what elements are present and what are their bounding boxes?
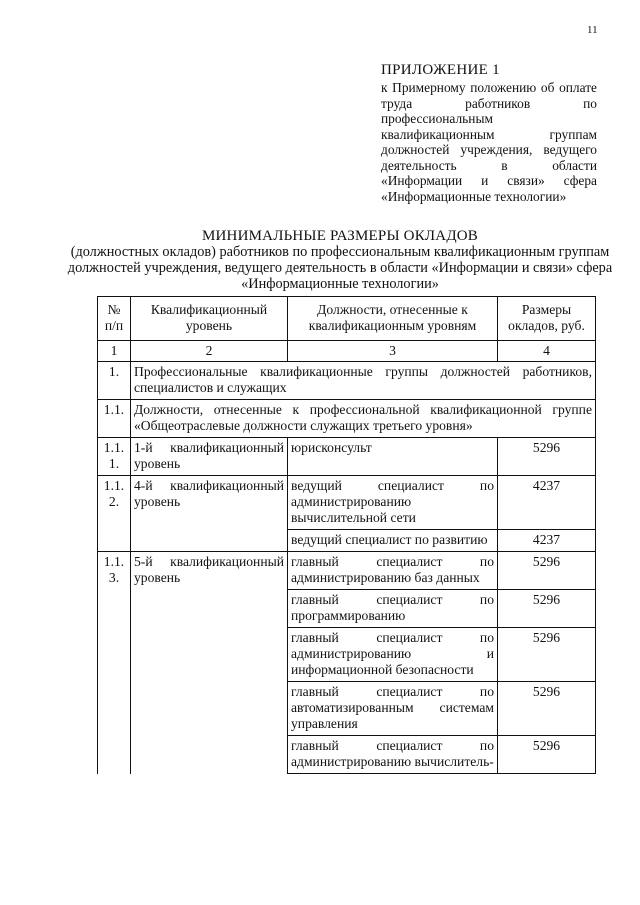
position-name: главный специалист по администрированию и информационной безопасности [288,628,498,682]
table-row [98,552,596,590]
header-cell-salary: Размеры окладов, руб. [498,297,596,341]
document-title-main: МИНИМАЛЬНЫЕ РАЗМЕРЫ ОКЛАДОВ [201,228,478,244]
salary-value: 5296 [498,682,596,736]
appendix-text: к Примерному положению об оплате труда работников по профессиональным квалификационным группам должностей учреждения, ведущего деятельность в области «Информации и связи» сфера «Информационные технологии» [381,80,597,204]
level-name: 5-й квалификационный уровень [131,552,288,774]
salary-value: 5296 [498,590,596,628]
position-name: главный специалист по администрированию вычислитель- [288,736,498,774]
column-number-cell: 2 [131,341,288,362]
column-number-row [98,341,596,362]
level-number: 1.1.2. [98,476,131,552]
column-number-cell: 3 [288,341,498,362]
position-name: ведущий специалист по администрированию вычислительной сети [288,476,498,530]
salary-table [97,296,596,774]
document-title-subtitle: (должностных окладов) работников по профессиональным квалификационным группам должностей учреждения, ведущего деятельность в области «Информации и связи» сфера «Информационные технологии» [67,244,613,292]
subgroup-number: 1.1. [98,400,131,438]
subgroup-title: Должности, отнесенные к профессиональной квалификационной группе «Общеотраслевые должности служащих третьего уровня» [131,400,596,438]
column-number-cell: 4 [498,341,596,362]
position-name: главный специалист по программированию [288,590,498,628]
header-cell-level: Квалификационный уровень [131,297,288,341]
salary-value: 4237 [498,476,596,530]
level-number: 1.1.1. [98,438,131,476]
position-name: главный специалист по администрированию баз данных [288,552,498,590]
group-number: 1. [98,362,131,400]
salary-value: 5296 [498,736,596,774]
document-title [60,228,620,292]
column-number-cell: 1 [98,341,131,362]
salary-value: 4237 [498,530,596,552]
level-name: 1-й квалификационный уровень [131,438,288,476]
level-name: 4-й квалификационный уровень [131,476,288,552]
salary-value: 5296 [498,552,596,590]
group-title: Профессиональные квалификационные группы должностей работников, специалистов и служащих [131,362,596,400]
header-cell-positions: Должности, отнесенные к квалификационным уровням [288,297,498,341]
appendix-title: ПРИЛОЖЕНИЕ 1 [381,62,500,78]
table-row [98,438,596,476]
position-name: ведущий специалист по развитию [288,530,498,552]
table-header-row [98,297,596,341]
header-cell-number: № п/п [98,297,131,341]
subgroup-row [98,400,596,438]
appendix-block [381,62,597,204]
table-row [98,476,596,530]
salary-value: 5296 [498,438,596,476]
level-number: 1.1.3. [98,552,131,774]
page-number: 11 [587,24,598,36]
salary-value: 5296 [498,628,596,682]
position-name: юрисконсульт [288,438,498,476]
position-name: главный специалист по автоматизированным системам управления [288,682,498,736]
group-row [98,362,596,400]
